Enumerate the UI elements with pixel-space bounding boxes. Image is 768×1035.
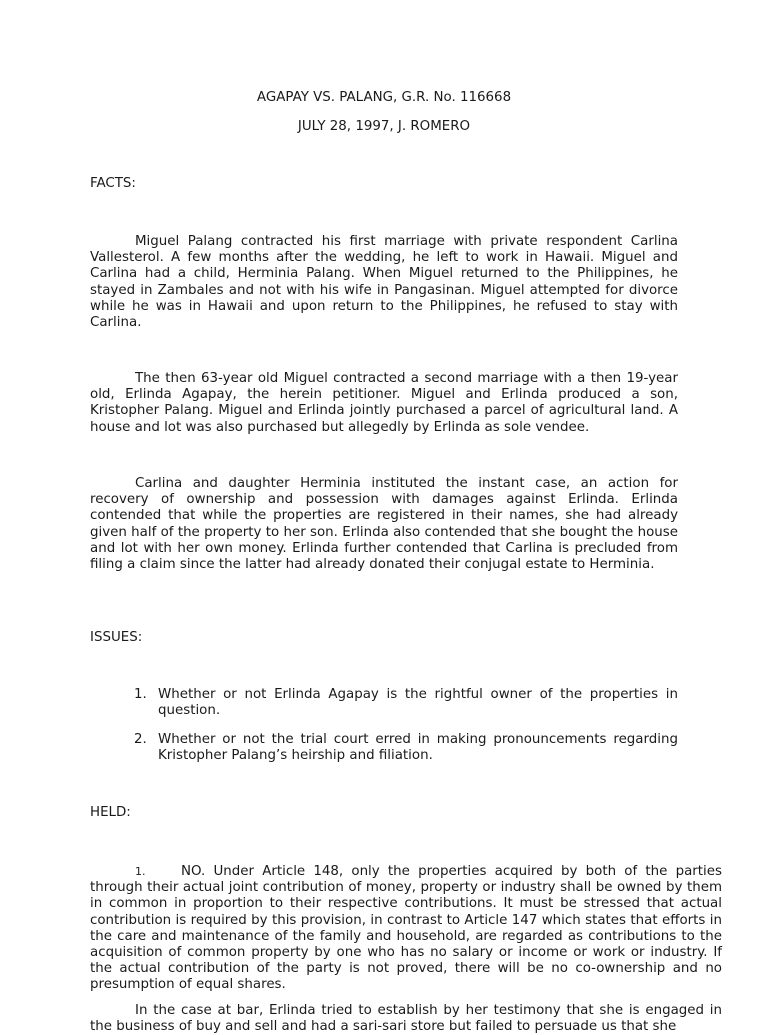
- issue-item-2: [134, 732, 678, 764]
- held-paragraph-1: [90, 864, 722, 994]
- issue-text: Whether or not the trial court erred in making pronouncements regarding Kristopher Palang’s heirship and filiation.: [158, 732, 678, 764]
- held-paragraph-2: In the case at bar, Erlinda tried to establish by her testimony that she is engaged in the business of buy and sell and had a sari-sari store but failed to persuade us that she: [90, 1003, 722, 1035]
- facts-paragraph-2: The then 63-year old Miguel contracted a second marriage with a then 19-year old, Erlinda Agapay, the herein petitioner. Miguel and Erlinda produced a son, Kristopher Palang. Miguel and Erlinda jointly purchased a parcel of agricultural land. A house and lot was also purchased but allegedly by Erlinda as sole vendee.: [90, 371, 678, 435]
- held-heading: HELD:: [90, 805, 131, 820]
- facts-paragraph-3: Carlina and daughter Herminia instituted the instant case, an action for recovery of ownership and possession with damages against Erlinda. Erlinda contended that while the properties are registered in their names, she had already given half of the property to her son. Erlinda also contended that she bought the house and lot with her own money. Erlinda further contended that Carlina is precluded from filing a claim since the latter had already donated their conjugal estate to Herminia.: [90, 476, 678, 573]
- facts-heading: FACTS:: [90, 176, 136, 191]
- case-date-ponente: JULY 28, 1997, J. ROMERO: [297, 119, 471, 134]
- case-title: AGAPAY VS. PALANG, G.R. No. 116668: [256, 90, 512, 105]
- issue-number: 1.: [134, 687, 147, 702]
- facts-paragraph-1: Miguel Palang contracted his first marriage with private respondent Carlina Vallesterol. A few months after the wedding, he left to work in Hawaii. Miguel and Carlina had a child, Herminia Palang. When Miguel returned to the Philippines, he stayed in Zambales and not with his wife in Pangasinan. Miguel attempted for divorce while he was in Hawaii and upon return to the Philippines, he refused to stay with Carlina.: [90, 234, 678, 331]
- held-text-1: NO. Under Article 148, only the properties acquired by both of the parties through their actual joint contribution of money, property or industry shall be owned by them in common in proportion to their respective contributions. It must be stressed that actual contribution is required by this provision, in contrast to Article 147 which states that efforts in the care and maintenance of the family and household, are regarded as contributions to the acquisition of common property by one who has no salary or income or work or industry. If the actual contribution of the party is not proved, there will be no co-ownership and no presumption of equal shares.: [90, 864, 722, 993]
- issue-text: Whether or not Erlinda Agapay is the rightful owner of the properties in question.: [158, 687, 678, 719]
- held-number: 1.: [135, 865, 146, 878]
- issues-heading: ISSUES:: [90, 630, 143, 645]
- issue-item-1: [134, 687, 678, 719]
- issue-number: 2.: [134, 732, 147, 747]
